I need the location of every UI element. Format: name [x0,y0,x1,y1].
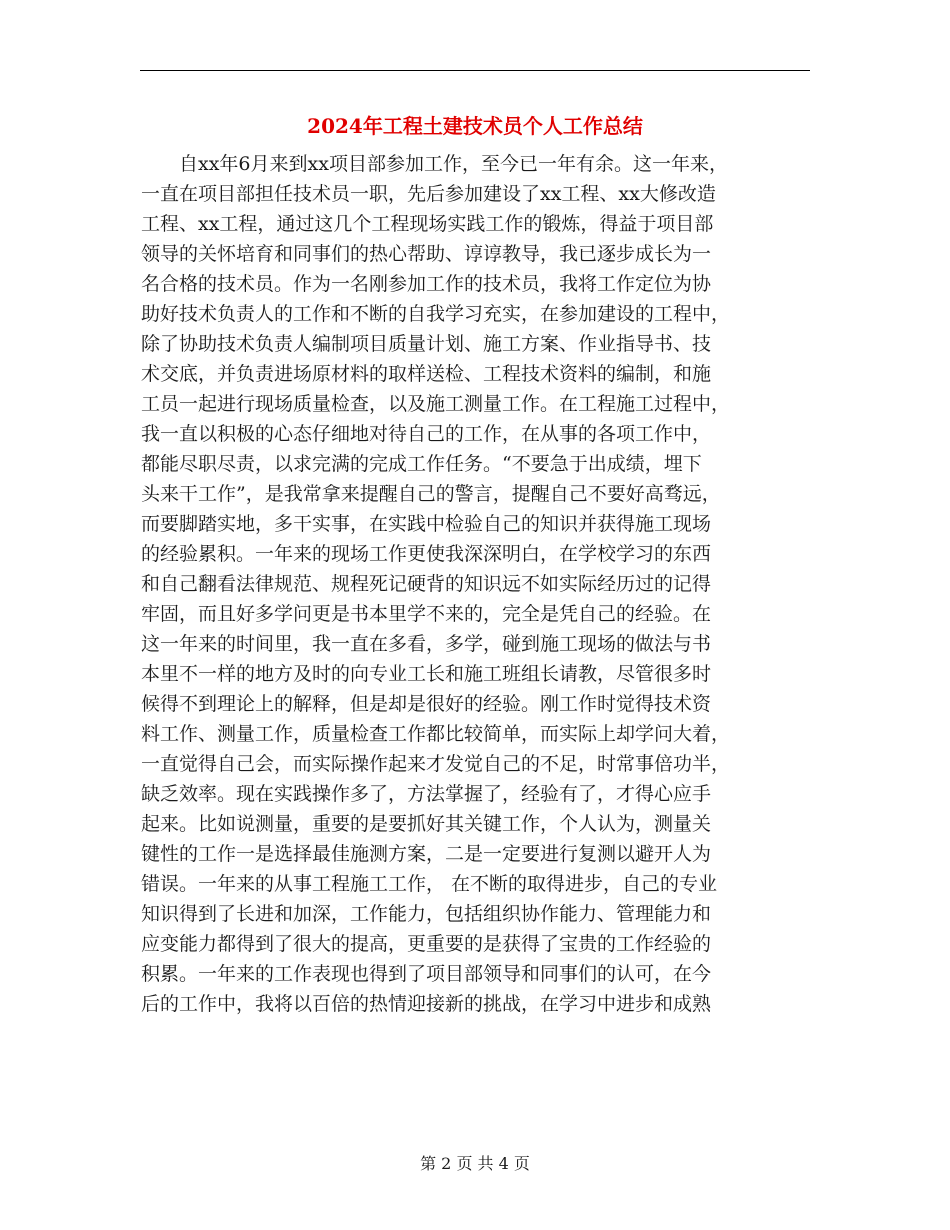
body-line: 料工作、测量工作，质量检查工作都比较简单，而实际上却学问大着， [141,723,731,745]
body-line: 错误。一年来的从事工程施工工作， 在不断的取得进步，自己的专业 [141,873,718,895]
document-body [141,149,811,1019]
body-line: 头来干工作”，是我常拿来提醒自己的警言，提醒自己不要好高骛远， [141,483,721,505]
body-line: 名合格的技术员。作为一名刚参加工作的技术员，我将工作定位为协 [141,273,712,295]
body-line: 都能尽职尽责，以求完满的完成工作任务。“不要急于出成绩，埋下 [141,453,702,475]
body-line: 术交底，并负责进场原材料的取样送检、工程技术资料的编制，和施 [141,363,712,385]
body-line: 这一年来的时间里，我一直在多看，多学，碰到施工现场的做法与书 [141,633,712,655]
body-line: 应变能力都得到了很大的提高，更重要的是获得了宝贵的工作经验的 [141,933,712,955]
header-rule [140,70,810,71]
body-line: 一直觉得自己会，而实际操作起来才发觉自己的不足，时常事倍功半， [141,753,731,775]
body-line: 助好技术负责人的工作和不断的自我学习充实，在参加建设的工程中， [141,303,731,325]
page-number-label: 第 2 页 共 4 页 [420,1154,530,1173]
body-line: 除了协助技术负责人编制项目质量计划、施工方案、作业指导书、技 [141,333,712,355]
body-line: 而要脚踏实地，多干实事，在实践中检验自己的知识并获得施工现场 [141,513,712,535]
body-line: 领导的关怀培育和同事们的热心帮助、谆谆教导，我已逐步成长为一 [141,243,712,265]
body-line: 后的工作中，我将以百倍的热情迎接新的挑战，在学习中进步和成熟 [141,993,712,1015]
body-line: 积累。一年来的工作表现也得到了项目部领导和同事们的认可，在今 [141,963,712,985]
document-title: 2024年工程土建技术员个人工作总结 [307,114,643,138]
body-line: 一直在项目部担任技术员一职，先后参加建设了xx工程、xx大修改造 [141,183,716,205]
body-line: 自xx年6月来到xx项目部参加工作，至今已一年有余。这一年来， [141,153,728,175]
body-line: 起来。比如说测量，重要的是要抓好其关键工作，个人认为，测量关 [141,813,712,835]
body-line: 知识得到了长进和加深，工作能力，包括组织协作能力、管理能力和 [141,903,712,925]
page-footer [0,1152,950,1176]
body-line: 候得不到理论上的解释，但是却是很好的经验。刚工作时觉得技术资 [141,693,712,715]
body-line: 的经验累积。一年来的现场工作更使我深深明白，在学校学习的东西 [141,543,712,565]
body-line: 我一直以积极的心态仔细地对待自己的工作，在从事的各项工作中， [141,423,712,445]
body-line: 键性的工作一是选择最佳施测方案，二是一定要进行复测以避开人为 [141,843,712,865]
body-line: 本里不一样的地方及时的向专业工长和施工班组长请教，尽管很多时 [141,663,712,685]
body-line: 和自己翻看法律规范、规程死记硬背的知识远不如实际经历过的记得 [141,573,712,595]
body-line: 工程、xx工程，通过这几个工程现场实践工作的锻炼，得益于项目部 [141,213,714,235]
body-line: 缺乏效率。现在实践操作多了，方法掌握了，经验有了，才得心应手 [141,783,712,805]
body-line: 牢固，而且好多学问更是书本里学不来的，完全是凭自己的经验。在 [141,603,712,625]
body-line: 工员一起进行现场质量检查，以及施工测量工作。在工程施工过程中， [141,393,731,415]
